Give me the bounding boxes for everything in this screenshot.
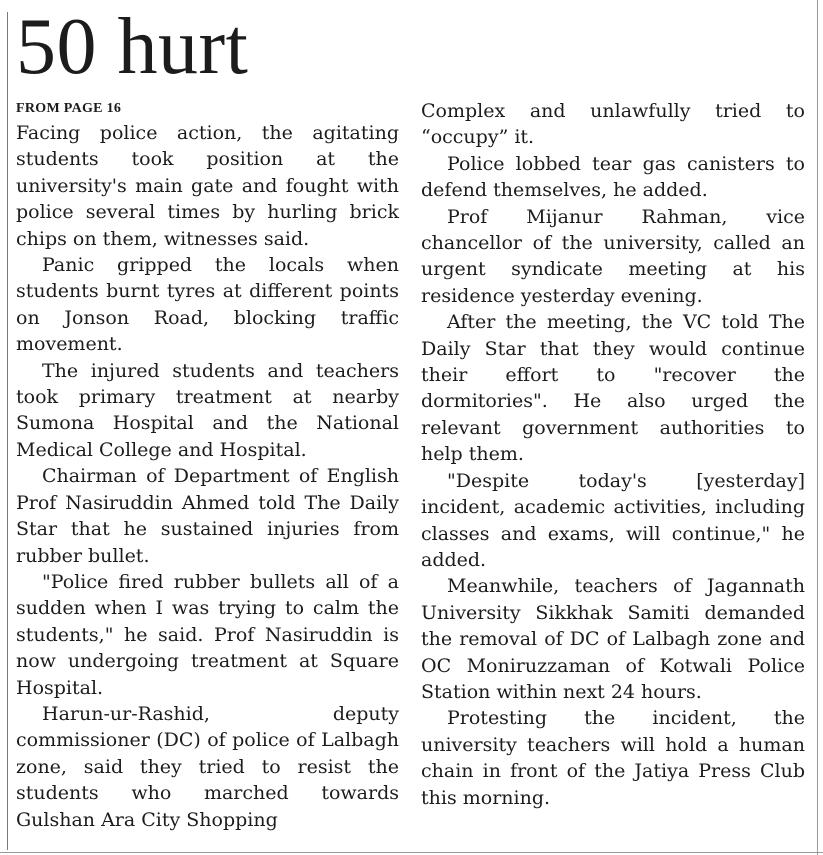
dateline: FROM PAGE 16 (16, 101, 122, 116)
paragraph: The injured students and teachers took primary treatment at nearby Sumona Hospital and the National Medical College and Hospital. (16, 359, 399, 461)
paragraph: Meanwhile, teachers of Jagannath University Sikkhak Samiti demanded the removal of DC of Lalbagh zone and OC Moniruzzaman of Kotwali Police Station within next 24 hours. (421, 575, 805, 703)
paragraph: Complex and unlawfully tried to “occupy” it. (421, 100, 805, 149)
paragraph: Chairman of Department of English Prof Nasiruddin Ahmed told The Daily Star that he sustained injuries from rubber bullet. (16, 465, 399, 567)
right-border-rule (817, 0, 818, 855)
paragraph: "Police fired rubber bullets all of a sudden when I was trying to calm the students," he said. Prof Nasiruddin is now undergoing treatment at Square Hospital. (16, 570, 399, 699)
paragraph: Facing police action, the agitating students took position at the university's main gate and fought with police several times by hurling brick chips on them, witnesses said. (16, 122, 399, 250)
left-column-rule (7, 12, 8, 850)
paragraph: Protesting the incident, the university teachers will hold a human chain in front of the Jatiya Press Club this morning. (421, 707, 805, 809)
paragraph: Panic gripped the locals when students burnt tyres at different points on Jonson Road, blocking traffic movement. (16, 254, 399, 356)
paragraph: "Despite today's [yesterday] incident, academic activities, including classes and exams, will continue," he added. (421, 469, 805, 571)
paragraph: Prof Mijanur Rahman, vice chancellor of the university, called an urgent syndicate meeting at his residence yesterday evening. (421, 205, 805, 307)
article-column-1 (16, 98, 399, 833)
headline: 50 hurt (16, 3, 249, 91)
paragraph: Harun-ur-Rashid, deputy commissioner (DC) of police of Lalbagh zone, said they tried to resist the students who marched towards Gulshan Ara City Shopping (16, 702, 399, 831)
paragraph: Police lobbed tear gas canisters to defend themselves, he added. (421, 152, 805, 202)
paragraph: After the meeting, the VC told The Daily Star that they would continue their effort to "recover the dormitories". He also urged the relevant government authorities to help them. (421, 311, 805, 466)
article-column-2 (421, 98, 805, 811)
bottom-border-rule (0, 852, 823, 853)
